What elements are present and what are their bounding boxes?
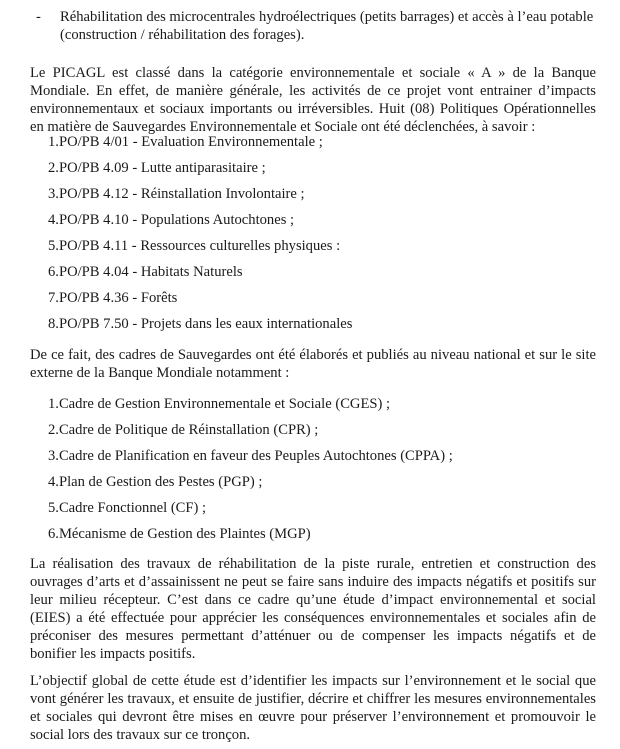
list-item (48, 421, 453, 447)
list-text: PO/PB 4.12 - Réinstallation Involontaire ; (58, 186, 305, 202)
list-number: 2. (48, 422, 59, 438)
list-item (48, 211, 352, 237)
list-text: PO/PB 4.11 - Ressources culturelles physiques : (58, 238, 341, 254)
list-text: Cadre de Gestion Environnementale et Sociale (CGES) ; (58, 396, 391, 412)
paragraph-classification: Le PICAGL est classé dans la catégorie environnementale et sociale « A » de la Banque Mondiale. En effet, de manière générale, les activités de ce projet vont entrainer d’impacts environnementaux et sociaux importants ou irréversibles. Huit (08) Politiques Opérationnelles en matière de Sauvegardes Environnementale et Sociale ont été déclenchées, à savoir : (30, 65, 596, 135)
list-number: 8. (48, 316, 59, 332)
bullet-item (30, 8, 600, 44)
bullet-dash: - (36, 9, 41, 25)
list-text: PO/PB 4.10 - Populations Autochtones ; (58, 212, 295, 228)
list-text: Mécanisme de Gestion des Plaintes (MGP) (58, 526, 311, 542)
list-number: 6. (48, 264, 59, 280)
list-number: 5. (48, 238, 59, 254)
list-item (48, 185, 352, 211)
list-item (48, 159, 352, 185)
list-text: PO/PB 7.50 - Projets dans les eaux internationales (58, 316, 353, 332)
list-item (48, 315, 352, 341)
list-number: 1. (48, 134, 59, 150)
list-text: PO/PB 4.04 - Habitats Naturels (58, 264, 243, 280)
paragraph-objective: L’objectif global de cette étude est d’identifier les impacts sur l’environnement et le social que vont générer les travaux, et ensuite de justifier, décrire et chiffrer les mesures environnementales et sociales qui devront être mises en œuvre pour préserver l’environnement et promouvoir le social lors des travaux sur ce tronçon. (30, 673, 596, 743)
list-text: Cadre de Politique de Réinstallation (CPR) ; (58, 422, 319, 438)
list-number: 3. (48, 186, 59, 202)
framework-list (48, 395, 453, 551)
paragraph-frameworks-intro: De ce fait, des cadres de Sauvegardes ont été élaborés et publiés au niveau national et sur le site externe de la Banque Mondiale notamment : (30, 347, 596, 381)
list-text: PO/PB 4.09 - Lutte antiparasitaire ; (58, 160, 266, 176)
list-number: 1. (48, 396, 59, 412)
list-text: PO/PB 4/01 - Evaluation Environnementale ; (58, 134, 323, 150)
list-number: 3. (48, 448, 59, 464)
list-number: 6. (48, 526, 59, 542)
list-number: 7. (48, 290, 59, 306)
list-item (48, 133, 352, 159)
bullet-text: Réhabilitation des microcentrales hydroélectriques (petits barrages) et accès à l’eau potable (construction / réhabilitation des forages). (60, 9, 594, 43)
list-item (48, 395, 453, 421)
paragraph-eies: La réalisation des travaux de réhabilitation de la piste rurale, entretien et construction des ouvrages d’arts et d’assainissent ne peut se faire sans induire des impacts négatifs et positifs sur leur milieu récepteur. C’est dans ce cadre qu’une étude d’impact environnemental et social (EIES) a été effectuée pour apprécier les conséquences environnementales et sociales afin de préconiser des mesures permettant d’atténuer ou de compenser les impacts négatifs et de bonifier les impacts positifs. (30, 556, 596, 662)
list-number: 4. (48, 212, 59, 228)
list-number: 2. (48, 160, 59, 176)
list-text: PO/PB 4.36 - Forêts (58, 290, 178, 306)
list-number: 4. (48, 474, 59, 490)
list-item (48, 447, 453, 473)
list-item (48, 263, 352, 289)
list-item (48, 473, 453, 499)
list-item (48, 525, 453, 551)
list-item (48, 237, 352, 263)
list-text: Plan de Gestion des Pestes (PGP) ; (58, 474, 263, 490)
list-text: Cadre Fonctionnel (CF) ; (58, 500, 207, 516)
list-number: 5. (48, 500, 59, 516)
list-item (48, 289, 352, 315)
policy-list (48, 133, 352, 341)
list-text: Cadre de Planification en faveur des Peuples Autochtones (CPPA) ; (58, 448, 453, 464)
list-item (48, 499, 453, 525)
